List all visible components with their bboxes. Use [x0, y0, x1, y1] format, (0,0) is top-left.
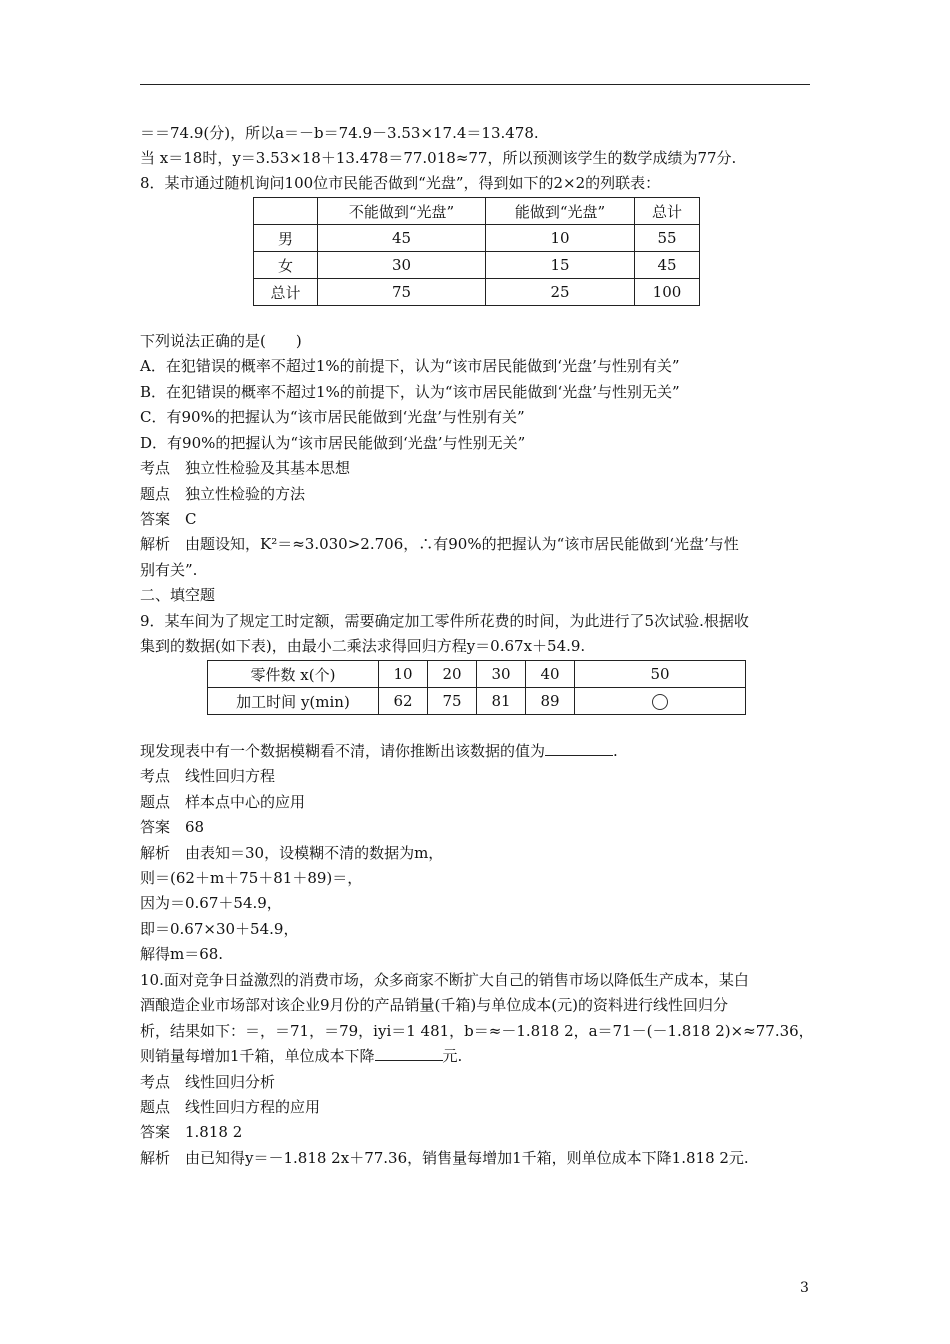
table-cell: 45: [635, 252, 700, 279]
table-cell: 89: [526, 688, 575, 715]
table-cell: 30: [318, 252, 486, 279]
question-9-prompt-text: 现发现表中有一个数据模糊看不清，请你推断出该数据的值为: [140, 742, 546, 760]
question-type: 题点 线性回归方程的应用: [140, 1098, 321, 1116]
text-line: 当 x＝18时，y＝3.53×18＋13.478＝77.018≈77，所以预测该学生的数学成绩为77分.: [140, 149, 737, 167]
table-cell: 45: [318, 225, 486, 252]
question-10-stem: 10.面对竞争日益激烈的消费市场，众多商家不断扩大自己的销售市场以降低生产成本，某白: [140, 971, 749, 989]
table-cell: 加工时间 y(min): [208, 688, 379, 715]
question-type: 题点 独立性检验的方法: [140, 485, 306, 503]
knowledge-point: 考点 线性回归方程: [140, 767, 276, 785]
table-cell: [254, 198, 318, 225]
table-cell: 15: [486, 252, 635, 279]
question-8-prompt: 下列说法正确的是( ): [140, 332, 302, 350]
explanation-step: 解得m＝68.: [140, 945, 224, 963]
table-row: [254, 252, 700, 279]
table-cell: 55: [635, 225, 700, 252]
table-row: [254, 279, 700, 306]
table-cell: 总计: [635, 198, 700, 225]
explanation-step: 因为＝0.67＋54.9，: [140, 894, 282, 912]
explanation-step: 则＝(62＋m＋75＋81＋89)＝，: [140, 869, 363, 887]
question-9-prompt-end: .: [613, 742, 618, 760]
page-number: 3: [800, 1280, 809, 1296]
question-10-prompt: [140, 1046, 462, 1066]
table-cell: 10: [379, 661, 428, 688]
table-cell: 81: [477, 688, 526, 715]
knowledge-point: 考点 线性回归分析: [140, 1073, 276, 1091]
table-cell: 男: [254, 225, 318, 252]
table-row: [208, 688, 746, 715]
question-9-stem-cont: 集到的数据(如下表)，由最小二乘法求得回归方程y＝0.67x＋54.9.: [140, 637, 586, 655]
table-cell: 100: [635, 279, 700, 306]
answer: 答案 68: [140, 818, 205, 836]
answer: 答案 C: [140, 510, 197, 528]
table-cell: 不能做到“光盘”: [318, 198, 486, 225]
knowledge-point: 考点 独立性检验及其基本思想: [140, 459, 351, 477]
explanation-step: 即＝0.67×30＋54.9，: [140, 920, 299, 938]
table-cell: 75: [318, 279, 486, 306]
table-cell: 62: [379, 688, 428, 715]
question-9-prompt: [140, 741, 618, 761]
answer-blank: [375, 1046, 443, 1061]
data-table: [207, 660, 746, 715]
answer: 答案 1.818 2: [140, 1123, 243, 1141]
explanation-cont: 别有关”.: [140, 561, 198, 579]
explanation: 解析 由表知＝30，设模糊不清的数据为m，: [140, 844, 444, 862]
question-10-stem-cont: 酒酿造企业市场部对该企业9月份的产品销量(千箱)与单位成本(元)的资料进行线性回归分: [140, 996, 728, 1014]
option-c: C．有90%的把握认为“该市居民能做到‘光盘’与性别有关”: [140, 408, 525, 426]
question-10-stem-cont: 析，结果如下：＝，＝71，＝79，iyi＝1 481，b＝≈－1.818 2，a＝71－(－1.818 2)×≈77.36，: [140, 1022, 814, 1040]
table-cell: 总计: [254, 279, 318, 306]
table-cell: 10: [486, 225, 635, 252]
table-cell: 40: [526, 661, 575, 688]
question-10-prompt-text: 则销量每增加1千箱，单位成本下降: [140, 1047, 375, 1065]
blurred-cell: [575, 688, 746, 715]
table-cell: 30: [477, 661, 526, 688]
option-a: A．在犯错误的概率不超过1%的前提下，认为“该市居民能做到‘光盘’与性别有关”: [140, 357, 680, 375]
question-10-prompt-end: 元.: [442, 1047, 463, 1065]
table-cell: 能做到“光盘”: [486, 198, 635, 225]
table-cell: 20: [428, 661, 477, 688]
table-row: [254, 225, 700, 252]
text-line: ＝＝74.9(分)，所以a＝－b＝74.9－3.53×17.4＝13.478.: [140, 124, 539, 142]
table-row: [208, 661, 746, 688]
question-8-stem: 8．某市通过随机询问100位市民能否做到“光盘”，得到如下的2×2的列联表：: [140, 174, 661, 192]
table-cell: 女: [254, 252, 318, 279]
table-header-row: [254, 198, 700, 225]
table-cell: 零件数 x(个): [208, 661, 379, 688]
question-9-stem: 9．某车间为了规定工时定额，需要确定加工零件所花费的时间，为此进行了5次试验.根据收: [140, 612, 749, 630]
explanation: 解析 由已知得y＝－1.818 2x＋77.36，销售量每增加1千箱，则单位成本下降1.818 2元.: [140, 1149, 749, 1167]
header-rule: [140, 84, 810, 85]
table-cell: 25: [486, 279, 635, 306]
section-heading: 二、填空题: [140, 586, 216, 604]
table-cell: 75: [428, 688, 477, 715]
question-type: 题点 样本点中心的应用: [140, 793, 306, 811]
option-d: D．有90%的把握认为“该市居民能做到‘光盘’与性别无关”: [140, 434, 526, 452]
contingency-table: [253, 197, 700, 306]
answer-blank: [545, 741, 613, 756]
option-b: B．在犯错误的概率不超过1%的前提下，认为“该市居民能做到‘光盘’与性别无关”: [140, 383, 680, 401]
smudge-icon: [652, 694, 668, 710]
table-cell: 50: [575, 661, 746, 688]
explanation: 解析 由题设知，K²＝≈3.030>2.706，∴有90%的把握认为“该市居民能做到‘光盘’与性: [140, 535, 739, 553]
